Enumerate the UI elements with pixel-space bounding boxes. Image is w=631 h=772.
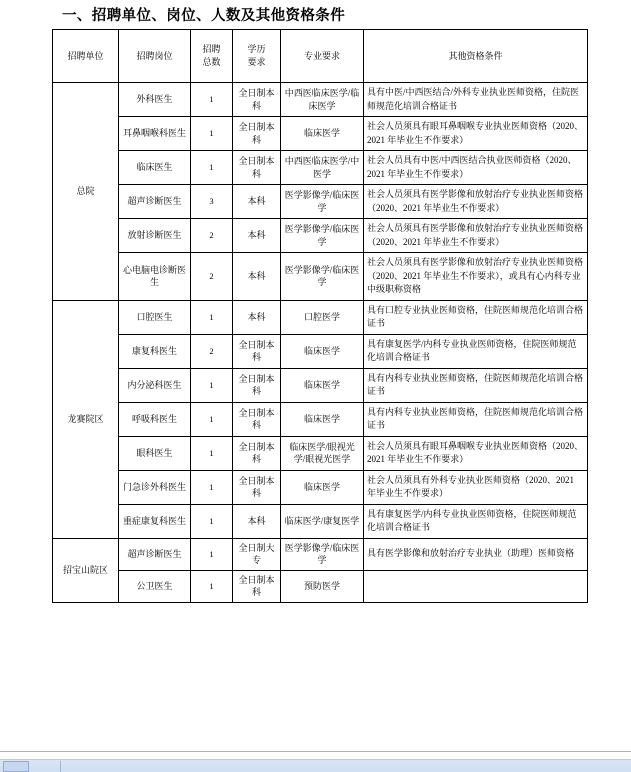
cell-edu: 全日制本科	[233, 83, 281, 117]
cell-edu: 全日制本科	[233, 436, 281, 470]
column-header-count	[191, 30, 233, 83]
column-header-count-line2: 总数	[202, 57, 221, 67]
cell-edu: 全日制本科	[233, 117, 281, 151]
cell-major: 医学影像学/临床医学	[281, 538, 364, 570]
table-row	[53, 570, 588, 602]
column-header-major: 专业要求	[281, 30, 364, 83]
cell-count: 1	[191, 504, 233, 538]
cell-major: 医学影像学/临床医学	[281, 219, 364, 253]
table-row	[53, 538, 588, 570]
table-row	[53, 151, 588, 185]
cell-other: 社会人员须具有医学影像和放射治疗专业执业医师资格（2020、2021 年毕业生不作要求）	[364, 219, 588, 253]
status-bar	[0, 751, 631, 772]
table-header	[53, 30, 588, 83]
status-bar-left-box[interactable]	[3, 761, 29, 772]
cell-count: 1	[191, 402, 233, 436]
cell-other: 社会人员须具有医学影像和放射治疗专业执业医师资格（2020、2021 年毕业生不作要求），或具有心内科专业中级职称资格	[364, 253, 588, 301]
cell-other: 具有医学影像和放射治疗专业执业（助理）医师资格	[364, 538, 588, 570]
cell-major: 临床医学	[281, 368, 364, 402]
cell-major: 医学影像学/临床医学	[281, 253, 364, 301]
cell-post: 康复科医生	[119, 334, 191, 368]
column-header-education-line2: 要求	[247, 57, 266, 67]
cell-major: 临床医学/眼视光学/眼视光医学	[281, 436, 364, 470]
cell-major: 中西医临床医学/临床医学	[281, 83, 364, 117]
cell-other: 社会人员须具有眼耳鼻咽喉专业执业医师资格（2020、2021 年毕业生不作要求）	[364, 117, 588, 151]
cell-count: 1	[191, 117, 233, 151]
cell-edu: 全日制本科	[233, 334, 281, 368]
column-header-education	[233, 30, 281, 83]
cell-major: 中西医临床医学/中医学	[281, 151, 364, 185]
cell-major: 预防医学	[281, 570, 364, 602]
cell-other: 具有口腔专业执业医师资格，住院医师规范化培训合格证书	[364, 300, 588, 334]
cell-major: 医学影像学/临床医学	[281, 185, 364, 219]
cell-major: 临床医学	[281, 402, 364, 436]
cell-post: 重症康复科医生	[119, 504, 191, 538]
cell-major: 临床医学	[281, 117, 364, 151]
cell-edu: 全日制大专	[233, 538, 281, 570]
cell-edu: 全日制本科	[233, 470, 281, 504]
table-row	[53, 504, 588, 538]
table-row	[53, 334, 588, 368]
cell-count: 1	[191, 368, 233, 402]
cell-edu: 本科	[233, 185, 281, 219]
table-row	[53, 117, 588, 151]
status-bar-divider	[60, 761, 61, 772]
cell-edu: 本科	[233, 300, 281, 334]
cell-count: 1	[191, 300, 233, 334]
cell-count: 1	[191, 436, 233, 470]
cell-unit: 总院	[53, 83, 119, 301]
cell-post: 心电脑电诊断医生	[119, 253, 191, 301]
cell-count: 1	[191, 151, 233, 185]
cell-major: 临床医学/康复医学	[281, 504, 364, 538]
cell-count: 2	[191, 219, 233, 253]
table-row	[53, 436, 588, 470]
cell-post: 超声诊断医生	[119, 538, 191, 570]
cell-post: 临床医生	[119, 151, 191, 185]
cell-post: 眼科医生	[119, 436, 191, 470]
cell-count: 2	[191, 253, 233, 301]
cell-count: 3	[191, 185, 233, 219]
cell-other: 社会人员须具有医学影像和放射治疗专业执业医师资格（2020、2021 年毕业生不作要求）	[364, 185, 588, 219]
cell-other	[364, 570, 588, 602]
cell-unit: 龙赛院区	[53, 300, 119, 538]
table-row	[53, 83, 588, 117]
cell-count: 1	[191, 470, 233, 504]
cell-post: 内分泌科医生	[119, 368, 191, 402]
table-row	[53, 219, 588, 253]
cell-count: 1	[191, 538, 233, 570]
column-header-count-line1: 招聘	[202, 44, 221, 54]
cell-edu: 本科	[233, 219, 281, 253]
cell-post: 口腔医生	[119, 300, 191, 334]
cell-edu: 全日制本科	[233, 151, 281, 185]
cell-other: 具有康复医学/内科专业执业医师资格，住院医师规范化培训合格证书	[364, 504, 588, 538]
table-row	[53, 300, 588, 334]
cell-post: 超声诊断医生	[119, 185, 191, 219]
cell-count: 2	[191, 334, 233, 368]
cell-count: 1	[191, 83, 233, 117]
table-body	[53, 83, 588, 603]
cell-major: 临床医学	[281, 334, 364, 368]
cell-post: 门急诊外科医生	[119, 470, 191, 504]
cell-edu: 全日制本科	[233, 368, 281, 402]
cell-other: 社会人员须具有眼耳鼻咽喉专业执业医师资格（2020、2021 年毕业生不作要求）	[364, 436, 588, 470]
cell-post: 外科医生	[119, 83, 191, 117]
column-header-post: 招聘岗位	[119, 30, 191, 83]
column-header-unit: 招聘单位	[53, 30, 119, 83]
cell-edu: 本科	[233, 504, 281, 538]
cell-edu: 全日制本科	[233, 570, 281, 602]
cell-edu: 本科	[233, 253, 281, 301]
cell-other: 社会人员具有中医/中西医结合执业医师资格（2020、2021 年毕业生不作要求）	[364, 151, 588, 185]
cell-post: 呼吸科医生	[119, 402, 191, 436]
cell-edu: 全日制本科	[233, 402, 281, 436]
table-row	[53, 185, 588, 219]
status-bar-band	[0, 759, 631, 772]
cell-other: 具有内科专业执业医师资格，住院医师规范化培训合格证书	[364, 402, 588, 436]
cell-post: 放射诊断医生	[119, 219, 191, 253]
table-row	[53, 253, 588, 301]
cell-post: 耳鼻咽喉科医生	[119, 117, 191, 151]
column-header-education-line1: 学历	[247, 44, 266, 54]
cell-other: 具有内科专业执业医师资格，住院医师规范化培训合格证书	[364, 368, 588, 402]
cell-major: 口腔医学	[281, 300, 364, 334]
recruitment-table	[52, 29, 588, 603]
page-title: 一、招聘单位、岗位、人数及其他资格条件	[62, 8, 346, 24]
column-header-other: 其他资格条件	[364, 30, 588, 83]
table-row	[53, 368, 588, 402]
cell-other: 社会人员须具有外科专业执业医师资格（2020、2021 年毕业生不作要求）	[364, 470, 588, 504]
cell-count: 1	[191, 570, 233, 602]
cell-unit: 招宝山院区	[53, 538, 119, 602]
table-row	[53, 402, 588, 436]
cell-post: 公卫医生	[119, 570, 191, 602]
cell-major: 临床医学	[281, 470, 364, 504]
cell-other: 具有康复医学/内科专业执业医师资格，住院医师规范化培训合格证书	[364, 334, 588, 368]
table-row	[53, 470, 588, 504]
table-header-row	[53, 30, 588, 83]
cell-other: 具有中医/中西医结合/外科专业执业医师资格，住院医师规范化培训合格证书	[364, 83, 588, 117]
